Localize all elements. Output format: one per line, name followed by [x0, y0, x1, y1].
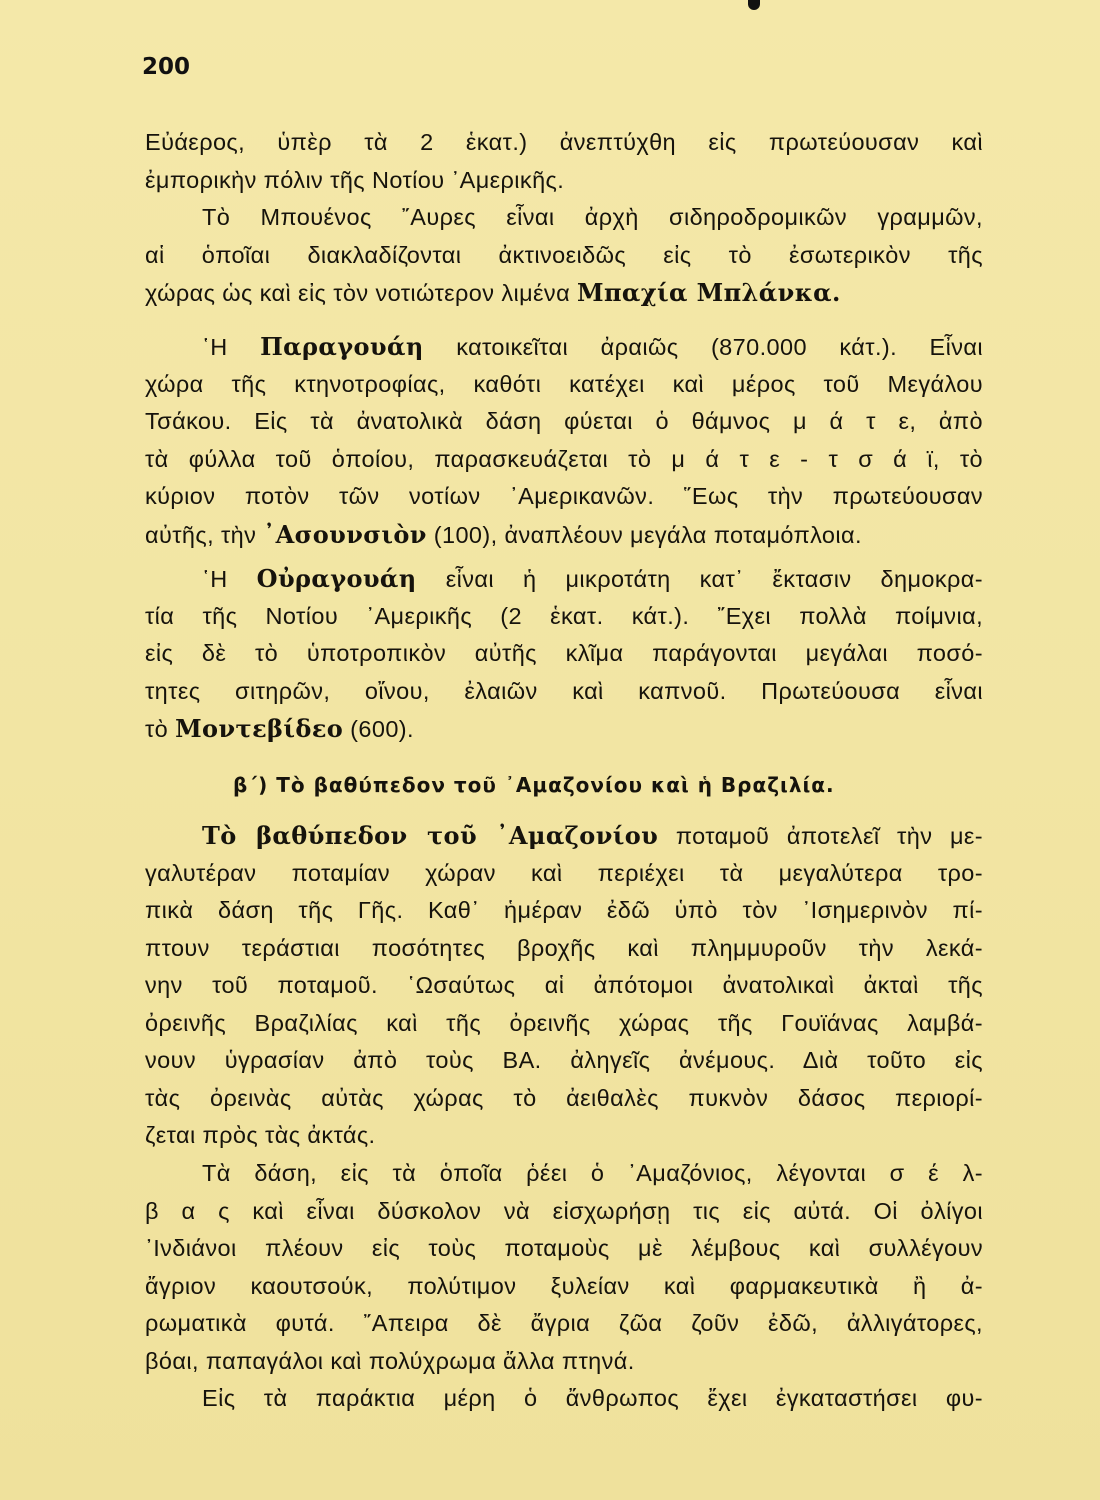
text-run: (100), ἀναπλέουν μεγάλα ποταμόπλοια.: [426, 521, 862, 548]
text-line: ζεται πρὸς τὰς ἀκτάς.: [145, 1122, 376, 1148]
text-line: Τὰ δάση, εἰς τὰ ὁποῖα ῥέει ὁ ᾿Αμαζόνιος, λέγονται σ έ λ-: [202, 1160, 983, 1186]
text-line: ᾿Ινδιάνοι πλέουν εἰς τοὺς ποταμοὺς μὲ λέμβους καὶ συλλέγουν: [145, 1235, 983, 1261]
text-line: ὀρεινῆς Βραζιλίας καὶ τῆς ὀρεινῆς χώρας τῆς Γουϊάνας λαμβά-: [145, 1009, 983, 1036]
paragraph-buenos-aires: [145, 199, 983, 312]
text-line: νην τοῦ ποταμοῦ. ῾Ωσαύτως αἱ ἀπότομοι ἀνατολικαὶ ἀκταὶ τῆς: [145, 972, 983, 998]
text-line: ἄγριον καουτσούκ, πολύτιμον ξυλείαν καὶ φαρμακευτικὰ ἢ ἀ-: [145, 1272, 983, 1299]
text-line: [145, 328, 983, 366]
text-line: Εἰς τὰ παράκτια μέρη ὁ ἄνθρωπος ἔχει ἐγκαταστήσει φυ-: [202, 1385, 983, 1411]
paragraph-coastal: [145, 1380, 983, 1418]
text-run: ποταμοῦ ἀποτελεῖ τὴν με-: [658, 823, 983, 849]
text-line: [145, 560, 983, 598]
text-line: γαλυτέραν ποταμίαν χώραν καὶ περιέχει τὰ μεγαλύτερα τρο-: [145, 859, 983, 886]
text-line: χώρα τῆς κτηνοτροφίας, καθότι κατέχει καὶ μέρος τοῦ Μεγάλου: [145, 370, 983, 397]
place-name-bahia-blanca: Μπαχία Μπλάνκα.: [576, 278, 841, 307]
text-line: τὰ φύλλα τοῦ ὁποίου, παρασκευάζεται τὸ μ ά τ ε - τ σ ά ϊ, τὸ: [145, 445, 983, 472]
text-run: αὐτῆς, τὴν: [145, 521, 264, 548]
text-line: τία τῆς Νοτίου ᾿Αμερικῆς (2 ἑκατ. κάτ.). ῎Εχει πολλὰ ποίμνια,: [145, 602, 983, 629]
text-line: νουν ὑγρασίαν ἀπὸ τοὺς ΒΑ. ἀληγεῖς ἀνέμους. Διὰ τοῦτο εἰς: [145, 1047, 983, 1073]
text-run: ῾Η: [202, 334, 261, 360]
text-run: ῾Η: [202, 566, 257, 592]
text-line: β α ς καὶ εἶναι δύσκολον νὰ εἰσχωρήσῃ τις εἰς αὐτά. Οἱ ὀλίγοι: [145, 1197, 983, 1224]
text-line: πικὰ δάση τῆς Γῆς. Καθ᾿ ἡμέραν ἐδῶ ὑπὸ τὸν ᾿Ισημερινὸν πί-: [145, 897, 983, 923]
paragraph-paraguay: [145, 328, 983, 553]
text-line: βόαι, παπαγάλοι καὶ πολύχρωμα ἄλλα πτηνά.: [145, 1347, 635, 1374]
text-line: αἱ ὁποῖαι διακλαδίζονται ἀκτινοειδῶς εἰς τὸ ἐσωτερικὸν τῆς: [145, 241, 983, 268]
text-line: Τὸ Μπουένος ῎Αυρες εἶναι ἀρχὴ σιδηροδρομικῶν γραμμῶν,: [202, 204, 983, 230]
place-name-paraguay: Παραγουάη: [260, 332, 424, 361]
text-line: Τσάκου. Εἰς τὰ ἀνατολικὰ δάση φύεται ὁ θάμνος μ ά τ ε, ἀπὸ: [145, 408, 983, 434]
text-run: τὸ: [145, 716, 176, 742]
place-name-asuncion: ᾿Ασουνσιὸν: [263, 519, 427, 549]
text-line: κύριον ποτὸν τῶν νοτίων ᾿Αμερικανῶν. ῞Εως τὴν πρωτεύουσαν: [145, 483, 983, 509]
text-run: κατοικεῖται ἀραιῶς (870.000 κάτ.). Εἶναι: [423, 334, 983, 360]
text-line: ἐμπορικὴν πόλιν τῆς Νοτίου ᾿Αμερικῆς.: [145, 166, 565, 193]
paragraph-uruguay: [145, 560, 983, 748]
text-line: [145, 516, 983, 554]
text-line: εἰς δὲ τὸ ὑποτροπικὸν αὐτῆς κλῖμα παράγονται μεγάλαι ποσό-: [145, 640, 983, 666]
text-run: χώρας ὡς καὶ εἰς τὸν νοτιώτερον λιμένα: [145, 280, 577, 306]
text-line: τητες σιτηρῶν, οἴνου, ἐλαιῶν καὶ καπνοῦ. Πρωτεύουσα εἶναι: [145, 677, 983, 704]
ink-mark: [748, 0, 760, 10]
text-line: τὰς ὀρεινὰς αὐτὰς χώρας τὸ ἀειθαλὲς πυκνὸν δάσος περιορί-: [145, 1084, 983, 1111]
text-line: ρωματικὰ φυτά. ῎Απειρα δὲ ἄγρια ζῶα ζοῦν ἐδῶ, ἀλλιγάτορες,: [145, 1310, 983, 1336]
text-line: Εὐάερος, ὑπὲρ τὰ 2 ἑκατ.) ἀνεπτύχθη εἰς πρωτεύουσαν καὶ: [145, 129, 983, 155]
text-line: πτουν τεράστιαι ποσότητες βροχῆς καὶ πλημμυροῦν τὴν λεκά-: [145, 934, 983, 961]
text-line: [145, 274, 983, 312]
section-heading: β΄) Τὸ βαθύπεδον τοῦ ᾿Αμαζονίου καὶ ἡ Βραζιλία.: [233, 773, 835, 797]
page-number: 200: [142, 54, 191, 80]
paragraph-amazon-basin: [145, 817, 983, 1155]
text-run: (600).: [343, 716, 414, 742]
text-run: εἶναι ἡ μικροτάτη κατ᾿ ἔκτασιν δημοκρα-: [416, 566, 983, 592]
place-name-uruguay: Οὐραγουάη: [256, 564, 417, 593]
paragraph-selvas: [145, 1155, 983, 1380]
text-line: [145, 817, 983, 855]
text-line: [145, 710, 983, 748]
place-name-montevideo: Μοντεβίδεο: [175, 714, 344, 743]
paragraph-continuation: [145, 124, 983, 199]
term-amazon-basin: Τὸ βαθύπεδον τοῦ ᾿Αμαζονίου: [202, 821, 659, 850]
